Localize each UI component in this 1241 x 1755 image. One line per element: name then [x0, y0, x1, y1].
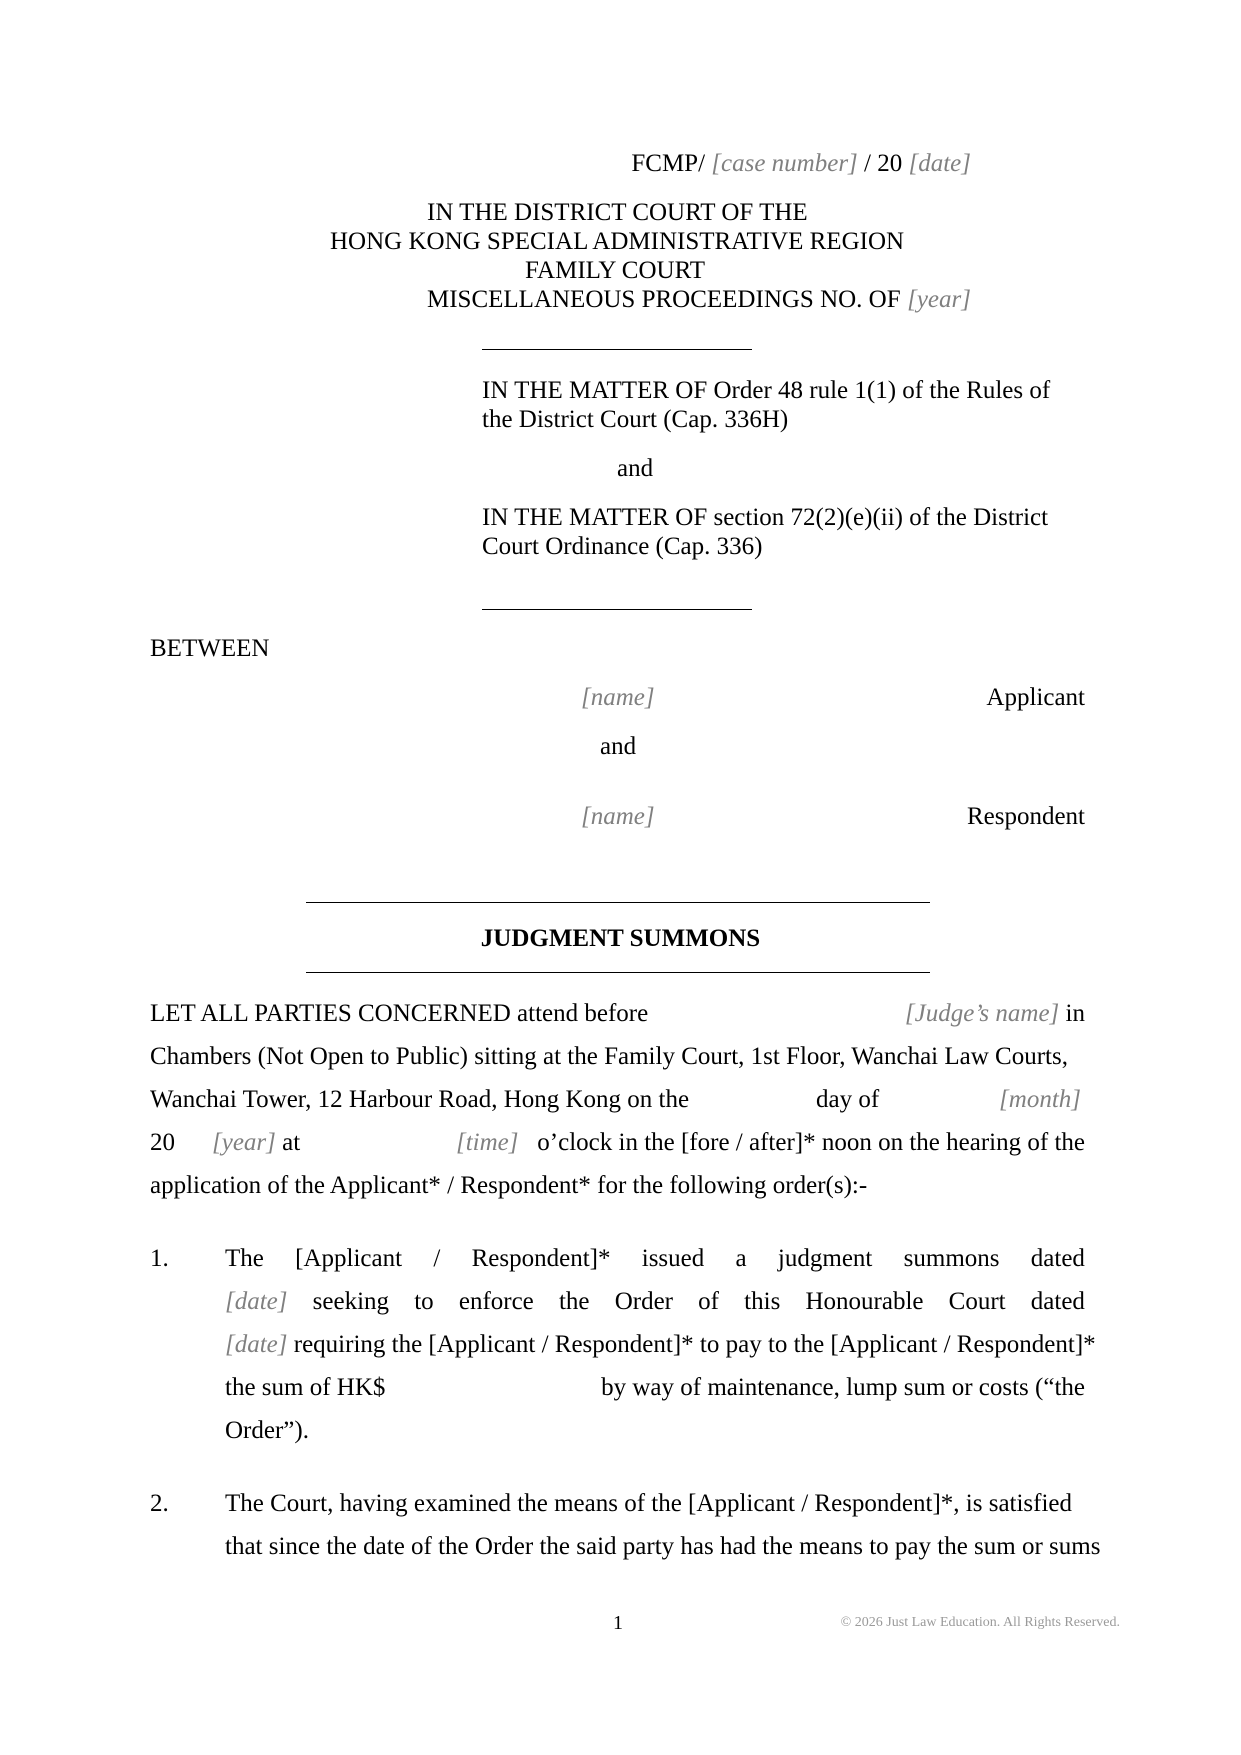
item-1-word: to [414, 1288, 434, 1315]
respondent-role: Respondent [966, 803, 1085, 830]
item-1-line-4-start: the sum of HK$ [225, 1374, 386, 1401]
matters-and: and [617, 455, 654, 482]
item-2-line-2: that since the date of the Order the said party has had the means to pay the sum or sums [225, 1533, 1101, 1560]
copyright-notice: © 2026 Just Law Education. All Rights Reserved. [840, 1615, 1120, 1630]
order-date-placeholder: [date] [225, 1331, 288, 1358]
item-1-line-3 [225, 1332, 1096, 1357]
body-line-4-end: o’clock in the [fore / after]* noon on the hearing of the [537, 1129, 1085, 1156]
court-line-4: MISCELLANEOUS PROCEEDINGS NO. OF [427, 286, 901, 313]
hearing-year-placeholder: [year] [212, 1129, 276, 1156]
item-1-word: summons [903, 1245, 1000, 1272]
item-1-line-2 [225, 1289, 1085, 1314]
item-1-word: Respondent]* [471, 1245, 611, 1272]
year-placeholder: [year] [907, 286, 971, 313]
item-1-line-5: Order”). [225, 1417, 309, 1444]
body-line-4-twenty: 20 [150, 1129, 175, 1156]
case-reference [631, 151, 971, 176]
item-1-word: Court [948, 1288, 1006, 1315]
court-line-1: IN THE DISTRICT COURT OF THE [427, 199, 808, 226]
item-1-word: enforce [458, 1288, 534, 1315]
item-1-word: a [735, 1245, 747, 1272]
divider-middle [482, 609, 752, 610]
body-line-1 [150, 1001, 648, 1026]
page-number: 1 [613, 1612, 623, 1634]
item-1-word: / [433, 1245, 441, 1272]
item-1-word: issued [641, 1245, 705, 1272]
body-line-1-in: in [1065, 1000, 1085, 1027]
case-number-placeholder: [case number] [711, 150, 858, 177]
item-1-word: the [558, 1288, 590, 1315]
court-line-2: HONG KONG SPECIAL ADMINISTRATIVE REGION [330, 228, 905, 255]
item-1-line-4-end: by way of maintenance, lump sum or costs (“the [601, 1374, 1085, 1401]
item-1-word: Honourable [805, 1288, 924, 1315]
case-prefix: FCMP/ [631, 150, 706, 177]
body-line-1-end [905, 1001, 1085, 1026]
month-placeholder: [month] [999, 1086, 1081, 1113]
matter-2-line-1: IN THE MATTER OF section 72(2)(e)(ii) of the District [482, 504, 1049, 531]
matter-1-line-2: the District Court (Cap. 336H) [482, 406, 789, 433]
parties-and: and [600, 733, 637, 760]
item-1-word: [Applicant [295, 1245, 403, 1272]
court-line-3: FAMILY COURT [525, 257, 706, 284]
body-line-3-text: Wanchai Tower, 12 Harbour Road, Hong Kong on the [150, 1086, 690, 1113]
matter-2-line-2: Court Ordinance (Cap. 336) [482, 533, 763, 560]
matter-1-line-1: IN THE MATTER OF Order 48 rule 1(1) of the Rules of [482, 377, 1051, 404]
item-1-word: Order [614, 1288, 673, 1315]
summons-date-placeholder: [date] [225, 1288, 288, 1315]
divider-top [482, 349, 752, 350]
item-1-word: dated [1030, 1288, 1085, 1315]
title-rule-bottom [306, 972, 930, 973]
body-line-3-day-of: day of [816, 1086, 880, 1113]
item-1-word: dated [1030, 1245, 1085, 1272]
judge-name-placeholder: [Judge’s name] [904, 1000, 1060, 1027]
body-line-4-year [212, 1130, 300, 1155]
body-line-4-at: at [282, 1129, 301, 1156]
between-label: BETWEEN [150, 635, 270, 662]
body-line-5: application of the Applicant* / Respondent* for the following order(s):- [150, 1172, 868, 1199]
item-1-line-1 [225, 1246, 1085, 1271]
respondent-name-placeholder: [name] [581, 803, 655, 830]
document-title: JUDGMENT SUMMONS [480, 925, 761, 952]
item-1-word: judgment [777, 1245, 873, 1272]
item-1-word: seeking [312, 1288, 390, 1315]
case-separator: / 20 [864, 150, 903, 177]
item-2-line-1: The Court, having examined the means of the [Applicant / Respondent]*, is satisfied [225, 1490, 1073, 1517]
item-1-word: this [744, 1288, 781, 1315]
item-2-number: 2. [150, 1490, 169, 1517]
applicant-role: Applicant [986, 684, 1085, 711]
item-1-word: The [225, 1245, 264, 1272]
body-line-2: Chambers (Not Open to Public) sitting at the Family Court, 1st Floor, Wanchai Law Courts, [150, 1043, 1068, 1070]
time-placeholder: [time] [456, 1129, 519, 1156]
item-1-word: of [698, 1288, 719, 1315]
body-line-4-time [456, 1130, 519, 1155]
applicant-name-placeholder: [name] [581, 684, 655, 711]
body-line-1-text: LET ALL PARTIES CONCERNED attend before [150, 1000, 649, 1027]
item-1-line-3-text: requiring the [Applicant / Respondent]* to pay to the [Applicant / Respondent]* [293, 1331, 1096, 1358]
case-date-placeholder: [date] [908, 150, 971, 177]
item-1-number: 1. [150, 1245, 169, 1272]
title-rule-top [306, 902, 930, 903]
